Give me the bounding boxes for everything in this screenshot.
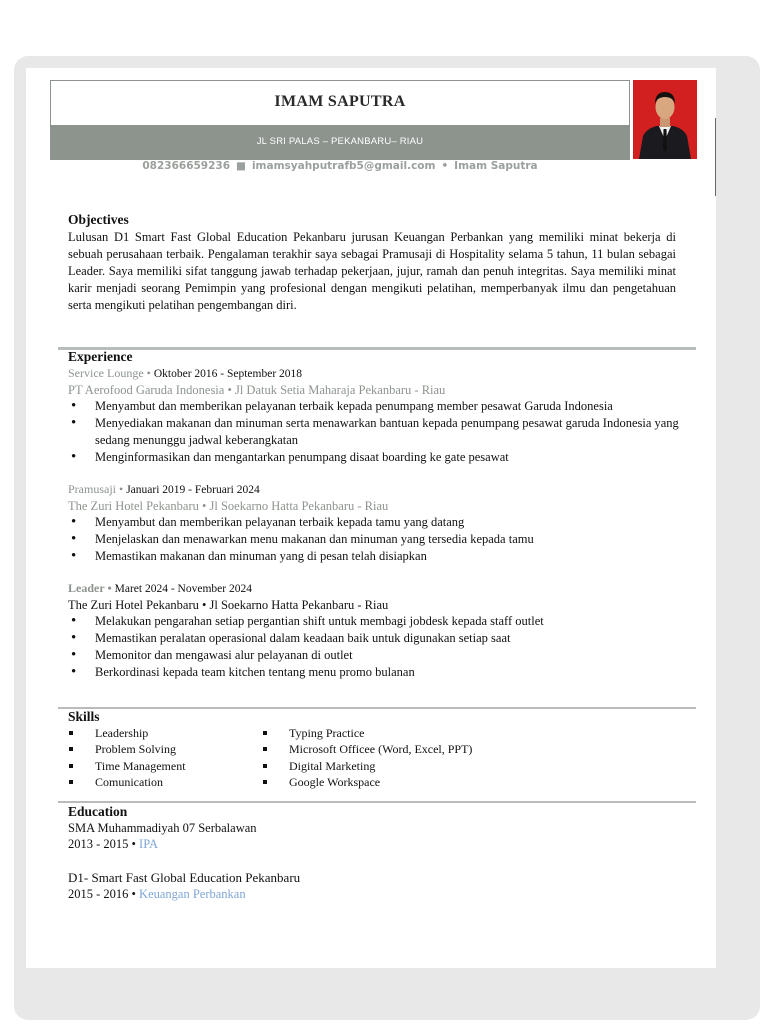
contact-line bbox=[50, 160, 630, 172]
job-tasks bbox=[68, 514, 698, 565]
separator-icon: • bbox=[441, 160, 449, 172]
section-divider bbox=[58, 801, 696, 803]
skill-item: Problem Solving bbox=[68, 741, 262, 757]
school-name: D1- Smart Fast Global Education Pekanbaru bbox=[68, 870, 301, 885]
job-period: Januari 2019 - Februari 2024 bbox=[126, 484, 260, 496]
skill-item: Time Management bbox=[68, 758, 262, 774]
job-header bbox=[68, 481, 698, 498]
skills-list-right bbox=[262, 725, 472, 790]
job-company: The Zuri Hotel Pekanbaru • Jl Soekarno Hatta Pekanbaru - Riau bbox=[68, 598, 389, 612]
school-name: SMA Muhammadiyah 07 Serbalawan bbox=[68, 821, 257, 835]
job-period: Maret 2024 - November 2024 bbox=[114, 583, 252, 595]
education-years-line bbox=[68, 836, 698, 852]
skill-item: Digital Marketing bbox=[262, 758, 472, 774]
objectives-text: Lulusan D1 Smart Fast Global Education Pekanbaru jurusan Keuangan Perbankan yang memiliki minat bekerja di sebuah perusahaan terbaik. Pengalaman terakhir saya sebagai Pramusaji di Hospitality selama 5 tahun, 11 bulan sebagai Leader. Saya memiliki sifat tanggung jawab terhadap pekerjaan, jujur, ramah dan penuh integritas. Saya memiliki minat karir menjadi seorang Pemimpin yang profesional dengan mengikuti pelatihan, memperbanyak ilmu dan pengetahuan serta mengikuti pelatihan pengembangan diri. bbox=[68, 230, 676, 312]
education-entry bbox=[68, 820, 698, 852]
job-role: Pramusaji • bbox=[68, 482, 124, 496]
task-item: • Memonitor dan mengawasi alur pelayanan di outlet bbox=[68, 647, 698, 664]
job-entry bbox=[68, 365, 698, 466]
task-item: • Menyambut dan memberikan pelayanan terbaik kepada tamu yang datang bbox=[68, 514, 698, 531]
experience-title: Experience bbox=[68, 349, 133, 364]
resume-header bbox=[50, 80, 630, 160]
task-item: • Memastikan peralatan operasional dalam keadaan baik untuk digunakan setiap saat bbox=[68, 630, 698, 647]
skill-item: Comunication bbox=[68, 774, 262, 790]
job-role: Service Lounge • bbox=[68, 366, 151, 380]
task-item: • Memastikan makanan dan minuman yang di pesan telah disiapkan bbox=[68, 548, 698, 565]
education-major: IPA bbox=[139, 837, 159, 851]
profile-photo bbox=[633, 80, 697, 159]
skill-item: Google Workspace bbox=[262, 774, 472, 790]
job-role: Leader • bbox=[68, 581, 112, 595]
task-item: • Menjelaskan dan menawarkan menu makanan dan minuman yang tersedia kepada tamu bbox=[68, 531, 698, 548]
education-title: Education bbox=[68, 804, 128, 819]
education-years-line bbox=[68, 886, 698, 902]
experience-section bbox=[68, 349, 698, 681]
decorative-line bbox=[715, 118, 716, 196]
candidate-name: IMAM SAPUTRA bbox=[274, 93, 406, 110]
skill-item: Leadership bbox=[68, 725, 262, 741]
education-major: Keuangan Perbankan bbox=[139, 887, 246, 901]
task-item: • Menyediakan makanan dan minuman serta menawarkan bantuan kepada penumpang pesawat garuda Indonesia yang sedang menunggu jadwal keberangkatan bbox=[68, 415, 698, 449]
task-item: • Menginformasikan dan mengantarkan penumpang disaat boarding ke gate pesawat bbox=[68, 449, 698, 466]
job-period: Oktober 2016 - September 2018 bbox=[153, 368, 303, 380]
task-item: • Berkordinasi kepada team kitchen tentang menu promo bulanan bbox=[68, 664, 698, 681]
job-tasks bbox=[68, 398, 698, 466]
education-entry bbox=[68, 870, 698, 902]
job-tasks bbox=[68, 613, 698, 681]
skills-list-left bbox=[68, 725, 262, 790]
education-years: 2015 - 2016 • bbox=[68, 887, 136, 901]
skill-item: Microsoft Officee (Word, Excel, PPT) bbox=[262, 741, 472, 757]
job-header bbox=[68, 580, 698, 597]
social-name: Imam Saputra bbox=[454, 160, 538, 172]
task-item: • Melakukan pengarahan setiap pergantian shift untuk membagi jobdesk kepada staff outlet bbox=[68, 613, 698, 630]
job-header bbox=[68, 365, 698, 382]
objectives-section bbox=[68, 212, 676, 314]
separator-icon: ■ bbox=[236, 160, 246, 172]
skill-item: Typing Practice bbox=[262, 725, 472, 741]
education-years: 2013 - 2015 • bbox=[68, 837, 136, 851]
job-company: The Zuri Hotel Pekanbaru • Jl Soekarno Hatta Pekanbaru - Riau bbox=[68, 499, 389, 513]
skills-columns bbox=[68, 725, 698, 790]
objectives-title: Objectives bbox=[68, 212, 129, 227]
email-address: imamsyahputrafb5@gmail.com bbox=[251, 160, 436, 172]
education-section bbox=[68, 804, 698, 902]
phone-number: 082366659236 bbox=[142, 160, 231, 172]
address-bar: JL SRI PALAS – PEKANBARU– RIAU bbox=[51, 125, 629, 159]
task-item: • Menyambut dan memberikan pelayanan terbaik kepada penumpang member pesawat Garuda Indonesia bbox=[68, 398, 698, 415]
job-company: PT Aerofood Garuda Indonesia • Jl Datuk Setia Maharaja Pekanbaru - Riau bbox=[68, 383, 446, 397]
skills-title: Skills bbox=[68, 709, 100, 724]
job-entry bbox=[68, 580, 698, 681]
job-entry bbox=[68, 481, 698, 565]
skills-section bbox=[68, 709, 698, 790]
